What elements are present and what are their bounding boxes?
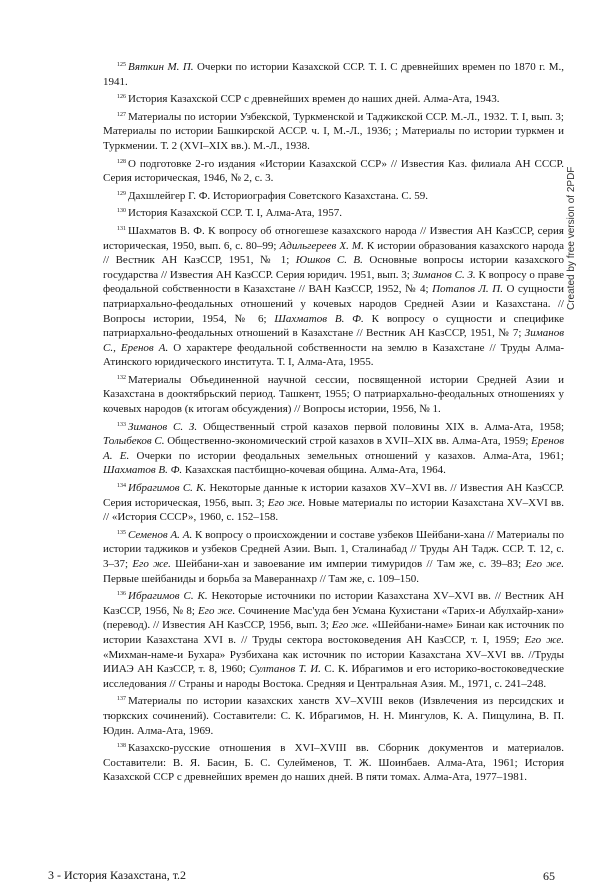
author-name: Шахматов В. Ф. — [103, 464, 183, 477]
footnote-number: 136 — [117, 591, 126, 598]
footnote-text: О сущности патриархально-феодальных отношений у кочевых народов Средней Азии и Казахстана. // Вопросы истории, 1954, № 6; — [103, 283, 564, 325]
footnote-text: О подготовке 2-го издания «Истории Казахской ССР» // Известия Каз. филиала АН СССР. Серия историческая, 1946, № 2, с. 3. — [103, 157, 564, 185]
running-footer: 3 - История Казахстана, т.2 — [48, 868, 187, 882]
footnote-127 — [103, 108, 564, 154]
author-name: Его же. — [525, 558, 564, 570]
footnote-text: Дахшлейгер Г. Ф. Историография Советского Казахстана. С. 59. — [128, 189, 429, 202]
author-name: Еренов А. Е. — [103, 435, 564, 462]
author-name: Адильгереев Х. М. — [279, 239, 364, 252]
author-name: Зиманов С. З. — [412, 268, 476, 281]
footnote-text: Некоторые источники по истории Казахстана XV–XVI вв. // Вестник АН КазССР, 1956, № 8; — [103, 590, 564, 617]
author-name: Ибрагимов С. К. — [128, 590, 208, 603]
footnote-text: Основные вопросы истории казахского государства // Известия АН КазССР. Серия юридич. 1951, вып. 3; — [103, 254, 565, 281]
footnote-text: Первые шейбаниды и борьба за Мавераннахр // Там же, с. 109–150. — [103, 572, 420, 585]
footnote-number: 131 — [117, 225, 126, 232]
footnote-text: К вопросу о сущности и специфике патриархально-феодальных отношений в Казахстане // Вестник АН КазССР, 1951, № 7; — [103, 312, 564, 340]
footnote-text: Очерки по истории Казахской ССР. Т. I. С древнейших времен по 1870 г. М., 1941. — [103, 61, 565, 88]
footnote-130 — [103, 204, 564, 221]
author-name: Юшков С. В. — [295, 254, 363, 267]
footnote-text: «Шейбани-наме» Бинаи как источник по истории Казахстана XVI в. // Труды сектора востоковедения АН КазССР, т. I, 1959; — [103, 619, 565, 646]
author-name: Шахматов В. Ф. — [274, 312, 364, 325]
author-name: Его же. — [267, 496, 306, 509]
author-name: Его же. — [524, 633, 564, 646]
footnote-text: Некоторые данные к истории казахов XV–XVI вв. // Известия АН КазССР. Серия историческая, 1956, вып. 3; — [103, 482, 564, 509]
author-name: Зиманов С. З. — [128, 420, 198, 433]
author-name: Ибрагимов С. К. — [128, 482, 207, 495]
footnote-text: Материалы по истории Узбекской, Туркменской и Таджикской ССР. М.-Л., 1932. Т. I, вып. 3; Материалы по истории Башкирской АССР. ч. I, М.-Л., 1936; ; Материалы по истории туркмен и Туркмении. Т. 2 (XVI–XIX вв.). М.-Л., 1938. — [103, 110, 564, 152]
footnote-text: К вопросу о праве феодальной собственности в Казахстане // ВАН КазССР, 1952, № 4; — [103, 268, 565, 296]
footnote-text: Казахская пастбищно-кочевая община. Алма-Ата, 1964. — [182, 464, 446, 477]
footnote-text: К истории образования казахского народа // Вестник АН КазССР, 1951, № 1; — [103, 239, 565, 267]
footnote-number: 132 — [117, 374, 126, 381]
author-name: Толыбеков С. — [103, 435, 165, 448]
footnote-number: 128 — [117, 158, 126, 165]
footnote-134 — [103, 479, 564, 525]
footnote-136 — [103, 587, 564, 691]
pdf-watermark-text: Created by free version of 2PDF — [566, 166, 577, 310]
footnote-text: Шахматов В. Ф. К вопросу об отногешезе казахского народа // Известия АН КазССР, серия историческая, 1950, вып. 6, с. 80–99; — [103, 224, 564, 252]
footnote-132 — [103, 371, 564, 417]
footnote-text: Новые материалы по истории Казахстана XV–XVI вв. // «История СССР», 1960, с. 152–158. — [103, 496, 564, 524]
footnote-number: 135 — [117, 529, 126, 536]
footnote-text: История Казахской ССР. Т. I, Алма-Ата, 1957. — [128, 207, 343, 220]
author-name: Семенов А. А. — [128, 528, 193, 541]
footnote-number: 127 — [117, 111, 126, 118]
footnote-text: К вопросу о происхождении и составе узбеков Шейбани-хана // Материалы по истории таджиков и узбеков Средней Азии. Вып. 1, Сталинабад // Труды АН Тадж. ССР. Т. 12, с. 3–37; — [103, 528, 565, 570]
page-number: 65 — [543, 869, 555, 883]
footnote-text: Общественный строй казахов первой половины XIX в. Алма-Ата, 1958; — [197, 420, 564, 433]
footnote-text: «Михман-наме-и Бухара» Рузбихана как источник по истории Казахстана XV–XVI вв. //Труды ИИАЭ АН КазССР, т. 8, 1960; — [103, 648, 564, 676]
author-name: Султанов Т. И. — [249, 663, 321, 676]
footnote-text: С. К. Ибрагимов и его историко-востоковедческие исследования // Страны и народы Востока. Средняя и Центральная Азия. М., 1971, с. 241–248. — [103, 663, 564, 690]
footnote-number: 125 — [117, 62, 126, 68]
author-name: Его же. — [197, 604, 236, 617]
footnote-number: 138 — [117, 743, 126, 750]
author-name: Его же. — [132, 558, 171, 570]
footnote-number: 133 — [117, 421, 126, 428]
footnote-138 — [103, 739, 564, 785]
footnote-137 — [103, 692, 564, 738]
footnote-126 — [103, 90, 564, 107]
author-name: Его же. — [331, 619, 370, 632]
footnote-number: 129 — [117, 190, 126, 197]
footnote-125 — [103, 58, 564, 89]
footnote-129 — [103, 187, 564, 204]
footnote-text: О характере феодальной собственности на землю в Казахстане // Труды Алма-Атинского юридического института. Т. I, Алма-Ата, 1955. — [103, 341, 565, 369]
footnote-text: Общественно-экономический строй казахов в XVII–XIX вв. Алма-Ата, 1959; — [164, 435, 532, 448]
footnote-number: 137 — [117, 696, 126, 703]
footnote-text: История Казахской ССР с древнейших времен до наших дней. Алма-Ата, 1943. — [128, 93, 500, 106]
footnote-text: Материалы Объединенной научной сессии, посвященной истории Средней Азии и Казахстана в дооктябрьский период. Ташкент, 1955; О патриархально-феодальных отношениях у кочевых народов (к итогам обсуждения) // Вопросы истории, 1956, № 1. — [103, 373, 564, 416]
footnote-text: Очерки по истории феодальных земельных отношений у казахов. Алма-Ата, 1961; — [129, 449, 564, 462]
author-name: Зиманов С., Еренов А. — [103, 327, 564, 354]
footnote-text: Сочинение Мас'уда бен Усмана Кухистани «Тарих-и Абулхайр-хани» (перевод). // Известия АН КазССР, 1956, вып. 3; — [103, 604, 565, 632]
footnote-text: Материалы по истории казахских ханств XV–XVIII веков (Извлечения из персидских и тюркских сочинений). Составители: С. К. Ибрагимов, Н. Н. Мингулов, К. А. Пищулина, В. П. Юдин. Алма-Ата, 1969. — [103, 695, 564, 737]
footnote-text: Шейбани-хан и завоевание им империи тимуридов // Там же, с. 39–83; — [170, 558, 526, 570]
footnote-number: 134 — [117, 483, 126, 490]
footnote-131 — [103, 222, 564, 370]
footnote-number: 130 — [117, 208, 126, 215]
footnote-128 — [103, 155, 564, 186]
author-name: Вяткин М. П. — [128, 61, 194, 73]
footnote-135 — [103, 526, 564, 586]
footnote-text: Казахско-русские отношения в XVI–XVIII вв. Сборник документов и материалов. Составители: В. Я. Басин, Б. С. Сулейменов, Т. Ж. Шоинбаев. Алма-Ата, 1961; История Казахской ССР с древнейших времен до наших дней. В пяти томах. Алма-Ата, 1977–1981. — [103, 742, 564, 784]
footnote-number: 126 — [117, 94, 126, 101]
footnotes-list — [103, 58, 564, 786]
author-name: Потапов Л. П. — [432, 283, 503, 296]
footnote-133 — [103, 418, 564, 478]
